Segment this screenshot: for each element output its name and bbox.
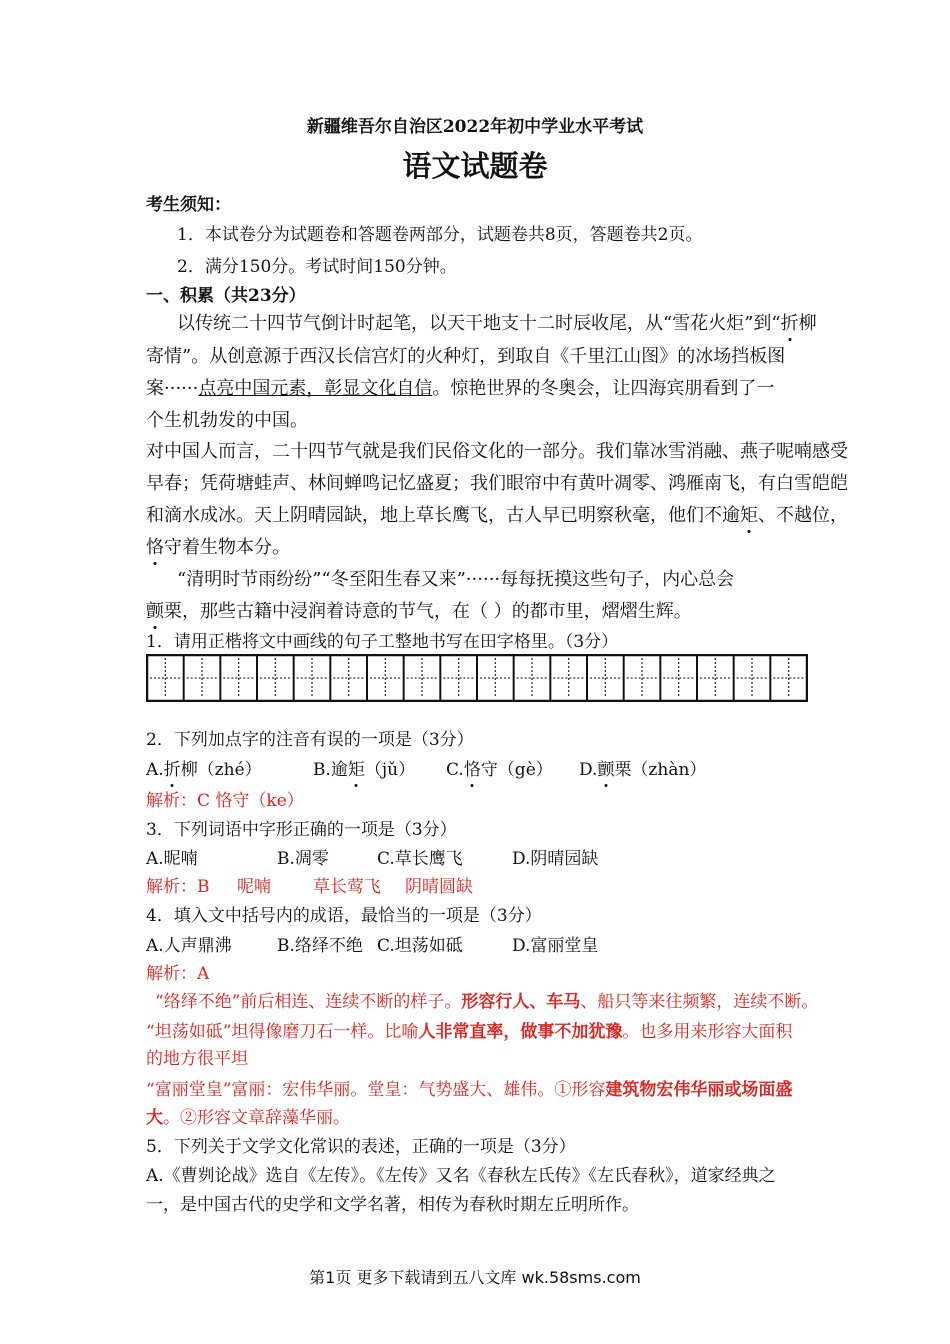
q5-option-a: A.《曹刿论战》选自《左传》。《左传》又名《春秋左氏传》《左氏春秋》，道家经典之	[146, 1166, 776, 1186]
question-5: 5．下列关于文学文化常识的表述，正确的一项是（3分）	[146, 1137, 576, 1157]
dotted-char: 折	[780, 313, 799, 334]
q4-explanation: 大。②形容文章辞藻华丽。	[146, 1108, 350, 1128]
q2-option-d: D.颤栗（zhàn）	[579, 760, 707, 780]
q3-option-b: B.凋零	[277, 849, 329, 869]
exam-title: 语文试题卷	[402, 149, 548, 183]
passage-line: 案······点亮中国元素，彰显文化自信。惊艳世界的冬奥会，让四海宾朋看到了一	[146, 378, 775, 399]
question-1: 1．请用正楷将文中画线的句子工整地书写在田字格里。（3分）	[146, 632, 619, 652]
q3-answer-label: 解析：B	[146, 877, 210, 897]
q2-option-c: C.恪守（gè）	[446, 760, 553, 780]
q2-answer: 解析：C 恪守（ke）	[146, 791, 304, 811]
tianzige-grid[interactable]	[146, 654, 808, 702]
dotted-char: 恪	[463, 760, 481, 780]
dotted-char: 颤	[146, 601, 164, 622]
passage-line: 个生机勃发的中国。	[146, 410, 308, 431]
dotted-char: 矩	[740, 505, 758, 526]
passage-line: 对中国人而言，二十四节气就是我们民俗文化的一部分。我们靠冰雪消融、燕子呢喃感受	[146, 441, 848, 462]
passage-line: 颤栗，那些古籍中浸润着诗意的节气，在（ ）的都市里，熠熠生辉。	[146, 601, 692, 622]
q5-option-a-cont: 一，是中国古代的史学和文学名著，相传为春秋时期左丘明所作。	[146, 1195, 639, 1215]
question-3: 3．下列词语中字形正确的一项是（3分）	[146, 820, 457, 840]
dotted-char: 恪	[146, 537, 164, 558]
q4-explanation: “坦荡如砥”坦得像磨刀石一样。比喻人非常直率，做事不加犹豫。也多用来形容大面积	[146, 1022, 793, 1042]
passage-line: “清明时节雨纷纷”“冬至阳生春又来”······每每抚摸这些句子，内心总会	[177, 569, 735, 590]
passage-line: 以传统二十四节气倒计时起笔，以天干地支十二时辰收尾，从“雪花火炬”到“折柳	[177, 313, 817, 334]
q3-option-d: D.阴晴园缺	[512, 849, 599, 869]
passage-line: 早春；凭荷塘蛙声、林间蝉鸣记忆盛夏；我们眼帘中有黄叶凋零、鸿雁南飞，有白雪皑皑	[146, 473, 848, 494]
dotted-char: 矩	[347, 760, 365, 780]
q3-answer-word: 阴晴圆缺	[405, 877, 473, 897]
q4-explanation: 的地方很平坦	[146, 1049, 248, 1069]
exam-subtitle: 新疆维吾尔自治区2022年初中学业水平考试	[306, 117, 644, 137]
question-2: 2．下列加点字的注音有误的一项是（3分）	[146, 730, 474, 750]
q4-explanation: “富丽堂皇”富丽：宏伟华丽。堂皇：气势盛大、雄伟。①形容建筑物宏伟华丽或场面盛	[146, 1080, 793, 1100]
passage-line: 恪守着生物本分。	[146, 537, 290, 558]
q4-option-d: D.富丽堂皇	[512, 936, 599, 956]
section-heading: 一、积累（共23分）	[146, 286, 306, 306]
q4-answer: 解析：A	[146, 964, 210, 984]
q2-option-a: A.折柳（zhé）	[146, 760, 262, 780]
q4-option-b: B.络绎不绝	[277, 936, 363, 956]
dotted-char: 颤	[597, 760, 615, 780]
q3-answer-word: 草长莺飞	[313, 877, 381, 897]
question-4: 4．填入文中括号内的成语，最恰当的一项是（3分）	[146, 906, 542, 926]
notice-item: 2．满分150分。考试时间150分钟。	[177, 257, 457, 277]
notice-heading: 考生须知：	[146, 195, 231, 215]
passage-line: 和滴水成冰。天上阴晴园缺，地上草长鹰飞，古人早已明察秋毫，他们不逾矩、不越位，	[146, 505, 848, 526]
q3-answer-word: 呢喃	[237, 877, 271, 897]
q2-option-b: B.逾矩（jǔ）	[313, 760, 416, 780]
page-footer: 第1页 更多下载请到五八文库 wk.58sms.com	[309, 1268, 641, 1287]
q3-option-c: C.草长鹰飞	[377, 849, 463, 869]
notice-item: 1．本试卷分为试题卷和答题卷两部分，试题卷共8页，答题卷共2页。	[177, 225, 703, 245]
passage-line: 寄情”。从创意源于西汉长信宫灯的火种灯，到取自《千里江山图》的冰场挡板图	[146, 346, 786, 367]
q4-option-a: A.人声鼎沸	[146, 936, 232, 956]
q4-option-c: C.坦荡如砥	[377, 936, 463, 956]
dotted-char: 折	[163, 760, 181, 780]
q3-option-a: A.昵喃	[146, 849, 198, 869]
underlined-sentence: 点亮中国元素，彰显文化自信	[198, 378, 433, 399]
q4-explanation: “络绎不绝”前后相连、连续不断的样子。形容行人、车马、船只等来往频繁，连续不断。	[155, 992, 819, 1012]
